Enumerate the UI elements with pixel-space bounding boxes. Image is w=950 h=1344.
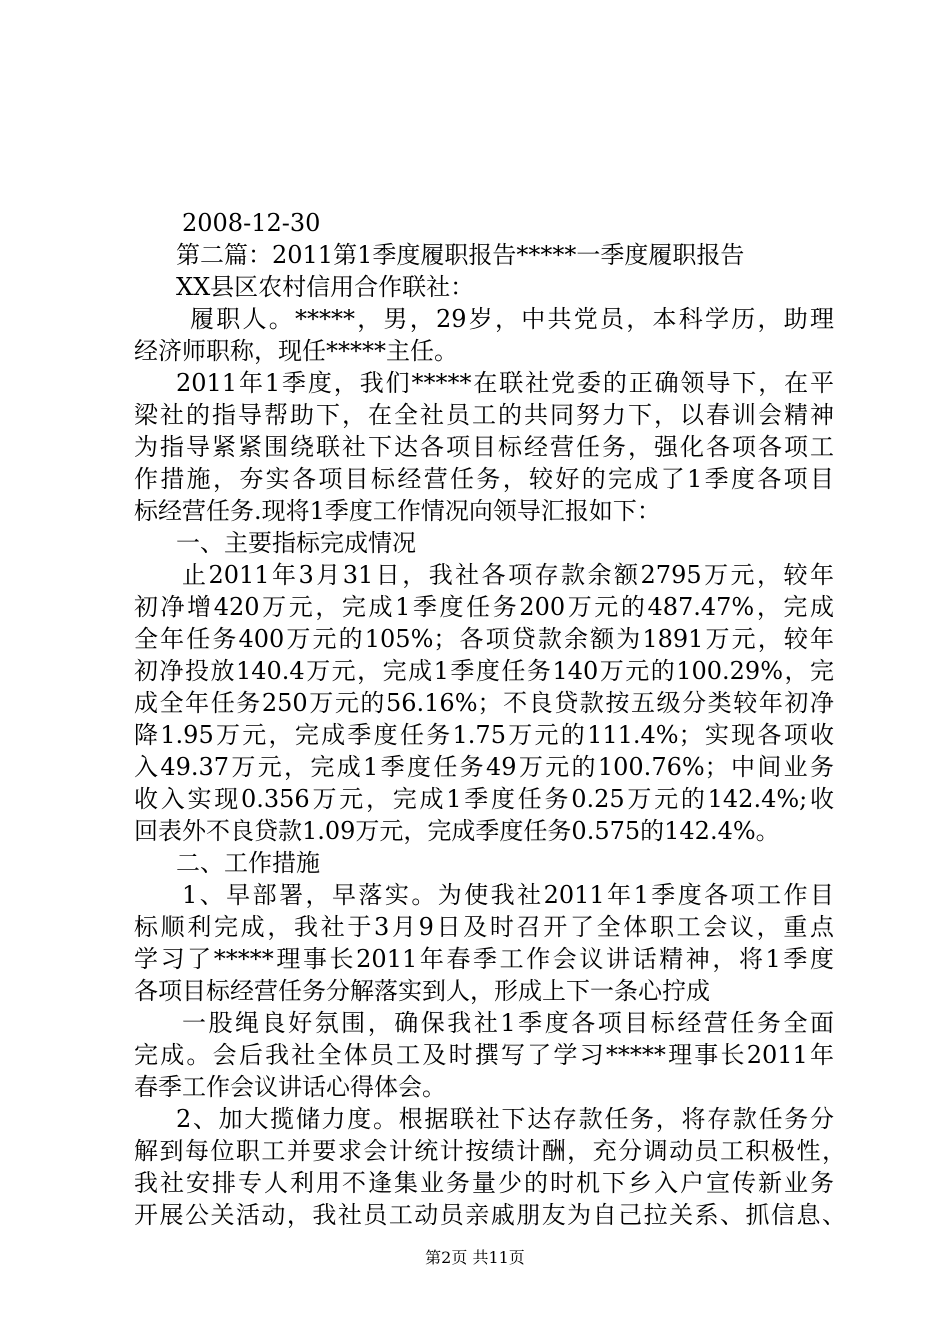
body-line: 作措施，夯实各项目标经营任务，较好的完成了1季度各项目 (134, 465, 834, 493)
body-line: 1、早部署，早落实。为使我社2011年1季度各项工作目 (182, 881, 834, 909)
body-line: 止2011年3月31日，我社各项存款余额2795万元，较年 (182, 561, 834, 589)
body-line: 履职人。*****，男，29岁，中共党员，本科学历，助理 (190, 305, 834, 333)
body-line: 一股绳良好氛围，确保我社1季度各项目标经营任务全面 (182, 1009, 834, 1037)
body-line: 回表外不良贷款1.09万元，完成季度任务0.575的142.4%。 (134, 817, 780, 845)
subsection-heading: 一、主要指标完成情况 (176, 529, 416, 557)
body-line: 标经营任务.现将1季度工作情况向领导汇报如下： (134, 497, 661, 525)
body-line: 完成。会后我社全体员工及时撰写了学习*****理事长2011年 (134, 1041, 834, 1069)
body-line: 标顺利完成，我社于3月9日及时召开了全体职工会议，重点 (134, 913, 834, 941)
body-line: 春季工作会议讲话心得体会。 (134, 1073, 446, 1101)
addressee-line: XX县区农村信用合作联社： (176, 273, 475, 301)
body-line: 梁社的指导帮助下，在全社员工的共同努力下，以春训会精神 (134, 401, 834, 429)
section-heading: 第二篇：2011第1季度履职报告*****一季度履职报告 (176, 241, 745, 269)
body-line: 2011年1季度，我们*****在联社党委的正确领导下，在平 (176, 369, 834, 397)
date-line: 2008-12-30 (182, 209, 321, 237)
body-line: 收入实现0.356万元，完成1季度任务0.25万元的142.4%;收 (134, 785, 834, 813)
body-line: 解到每位职工并要求会计统计按绩计酬，充分调动员工积极性， (134, 1137, 846, 1165)
body-line: 成全年任务250万元的56.16%；不良贷款按五级分类较年初净 (134, 689, 834, 717)
body-line: 开展公关活动，我社员工动员亲戚朋友为自己拉关系、抓信息、 (134, 1201, 846, 1229)
body-line: 全年任务400万元的105%；各项贷款余额为1891万元，较年 (134, 625, 834, 653)
body-line: 各项目标经营任务分解落实到人，形成上下一条心拧成 (134, 977, 710, 1005)
subsection-heading: 二、工作措施 (176, 849, 320, 877)
body-line: 经济师职称，现任*****主任。 (134, 337, 458, 365)
body-line: 初净增420万元，完成1季度任务200万元的487.47%，完成 (134, 593, 834, 621)
body-line: 2、加大揽储力度。根据联社下达存款任务，将存款任务分 (176, 1105, 834, 1133)
body-line: 降1.95万元，完成季度任务1.75万元的111.4%；实现各项收 (134, 721, 834, 749)
body-line: 我社安排专人利用不逢集业务量少的时机下乡入户宣传新业务 (134, 1169, 834, 1197)
body-line: 入49.37万元，完成1季度任务49万元的100.76%；中间业务 (134, 753, 834, 781)
body-line: 初净投放140.4万元，完成1季度任务140万元的100.29%，完 (134, 657, 834, 685)
body-line: 学习了*****理事长2011年春季工作会议讲话精神，将1季度 (134, 945, 834, 973)
body-line: 为指导紧紧围绕联社下达各项目标经营任务，强化各项各项工 (134, 433, 834, 461)
page-number-footer: 第2页 共11页 (425, 1248, 525, 1267)
